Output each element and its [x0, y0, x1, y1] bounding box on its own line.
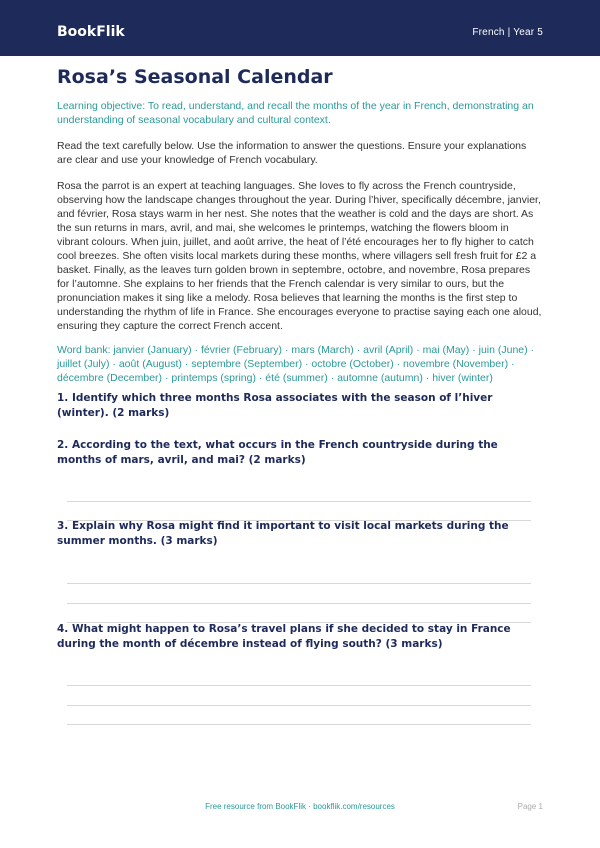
learning-objective: Learning objective: To read, understand, and recall the months of the year in French, demonstrating an understanding of seasonal vocabulary and cultural context.	[57, 100, 534, 126]
page-number: Page 1	[517, 802, 543, 811]
answer-line[interactable]	[67, 501, 531, 502]
answer-line[interactable]	[67, 583, 531, 584]
subject-year-label: French | Year 5	[472, 27, 543, 38]
word-bank: Word bank: janvier (January) · février (February) · mars (March) · avril (April) · mai (May) · juin (June) · juillet (July) · août (August) · septembre (September) · octobre (October) · novembre (November) · décembre (December) · printemps (spring) · été (summer) · automne (autumn) · hiver (winter)	[57, 344, 535, 384]
worksheet-body	[57, 63, 543, 385]
question-2: 2. According to the text, what occurs in the French countryside during the months of mars, avril, and mai? (2 marks)	[57, 439, 498, 466]
answer-line[interactable]	[67, 705, 531, 706]
page-title: Rosa’s Seasonal Calendar	[57, 66, 333, 88]
answer-line[interactable]	[67, 724, 531, 725]
question-1: 1. Identify which three months Rosa associates with the season of l’hiver (winter). (2 marks)	[57, 392, 493, 419]
instructions: Read the text carefully below. Use the information to answer the questions. Ensure your explanations are clear and use your knowledge of French vocabulary.	[57, 140, 527, 166]
story-text: Rosa the parrot is an expert at teaching languages. She loves to fly across the French countryside, observing how the landscape changes throughout the year. During l’hiver, specifically décembre, janvier, and février, Rosa stays warm in her nest. She notes that the weather is cold and the days are short. As the sun returns in mars, avril, and mai, she welcomes le printemps, watching the flowers bloom in vibrant colours. When juin, juillet, and août arrive, the heat of l’été encourages her to fly higher to catch cool breezes. She often visits local markets during these months, where villagers sell fresh fruit for £2 a basket. Finally, as the leaves turn golden brown in septembre, octobre, and novembre, Rosa prepares for l’automne. She explains to her friends that the French calendar is very similar to ours, but the pronunciation makes it sing like a melody. Rosa believes that learning the months is the first step to understanding the rhythm of life in France. She encourages everyone to practise saying each one aloud, ensuring they capture the correct French accent.	[57, 180, 542, 332]
question-4: 4. What might happen to Rosa’s travel plans if she decided to stay in France during the month of décembre instead of flying south? (3 marks)	[57, 623, 511, 650]
answer-line[interactable]	[67, 685, 531, 686]
page-header	[0, 0, 600, 56]
footer-resource-link[interactable]: Free resource from BookFlik · bookflik.com/resources	[205, 802, 395, 811]
question-3: 3. Explain why Rosa might find it important to visit local markets during the summer months. (3 marks)	[57, 520, 509, 547]
answer-line[interactable]	[67, 603, 531, 604]
brand-logo: BookFlik	[57, 24, 125, 40]
